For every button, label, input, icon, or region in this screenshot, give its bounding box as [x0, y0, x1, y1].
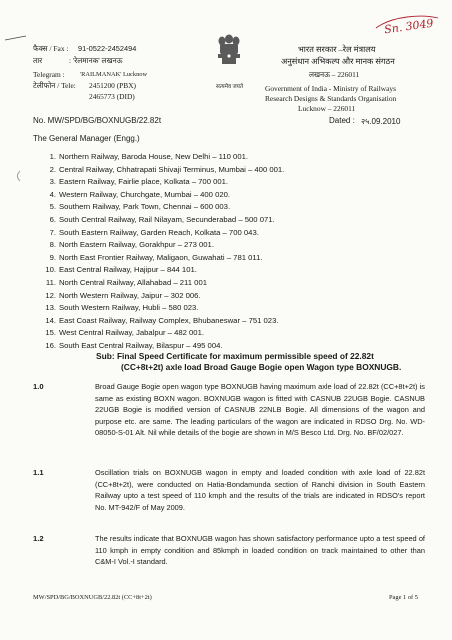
list-item-text: South Central Railway, Rail Nilayam, Secunderabad – 500 071. [59, 214, 275, 224]
list-item [44, 164, 284, 177]
list-item-number: 10. [45, 265, 56, 275]
fax-value: 91-0522-2452494 [78, 44, 137, 53]
dated-label: Dated : [329, 116, 355, 125]
list-item-number: 8. [49, 240, 56, 250]
tele-label: टेलीफोन / Tele: [33, 81, 76, 90]
list-item-number: 5. [49, 202, 56, 212]
tar-label: तार [33, 56, 43, 65]
list-item [44, 227, 284, 240]
header-hi-line3: लखनऊ – 226011 [309, 70, 360, 79]
list-item-number: 11. [45, 277, 56, 287]
list-item-text: Northern Railway, Baroda House, New Delhi – 110 001. [59, 152, 249, 161]
list-item-number: 2. [49, 164, 56, 174]
list-item-text: North Central Railway, Allahabad – 211 001 [59, 277, 208, 287]
subject-label: Sub: [96, 351, 115, 361]
section-text: Oscillation trials on BOXNUGB wagon in empty and loaded condition with axle load of 22.82t (CC+8t+2t), were conducted on Hatia-Bondamunda section of Ranchi division in South Eastern Railway upto a test speed of 110 kmph and the results of the trials are indicated in RDSO's report No. MT-942/F of May 2009. [95, 468, 425, 512]
header-hi-line2: अनुसंधान अभिकल्प और मानक संगठन [281, 57, 395, 66]
recipient-list [44, 151, 284, 353]
list-item [44, 327, 284, 340]
list-item [44, 189, 284, 202]
list-item [44, 264, 284, 277]
header-hi-line1: भारत सरकार –रेल मंत्रालय [298, 45, 376, 54]
list-item-text: West Central Railway, Jabalpur – 482 001. [59, 328, 204, 338]
handwritten-note: Sn. 3049 [383, 16, 435, 37]
list-item-text: East Central Railway, Hajipur – 844 101. [59, 265, 197, 275]
tele-value-2: 2465773 (DID) [89, 92, 135, 101]
list-item-text: Central Railway, Chhatrapati Shivaji Terminus, Mumbai – 400 001. [59, 164, 285, 174]
margin-mark [14, 170, 22, 182]
national-emblem-icon [212, 32, 246, 76]
header-en-line2: Research Designs & Standards Organisation [265, 94, 397, 103]
list-item [44, 315, 284, 328]
subject-line1: Final Speed Certificate for maximum permissible speed of 22.82t [116, 351, 374, 361]
list-item-text: South East Central Railway, Bilaspur – 495 004. [59, 340, 223, 350]
header-en-line1: Government of India - Ministry of Railways [265, 84, 396, 93]
list-item-text: Western Railway, Churchgate, Mumbai – 400 020. [59, 189, 231, 199]
list-item [44, 252, 284, 265]
list-item-number: 13. [45, 303, 56, 313]
list-item-text: South Western Railway, Hubli – 580 023. [59, 303, 199, 313]
tele-value-1: 2451200 (PBX) [89, 81, 137, 90]
footer-reference: MW/SPD/BG/BOXNUGB/22.82t (CC+8t+2t) [33, 594, 152, 601]
list-item-text: East Coast Railway, Railway Complex, Bhubaneswar – 751 023. [59, 315, 279, 325]
list-item-number: 12. [45, 290, 56, 300]
telegram-label: Telegram : [33, 70, 65, 79]
section-text: Broad Gauge Bogie open wagon type BOXNUGB having maximum axle load of 22.82t (CC+8t+2t) is same as existing BOXN wagon. BOXNUGB wagon is fitted with CASNUB 22UGB Bogie. CASNUB 22UGB Bogie is modified version of CASNUB 22NLB Bogie. All dimensions of the wagon and purpose etc. are same. The leading particulars of the wagon are indicated in RDSO Drg. No. WD-08050-S-01 Alt. Nil while details of the bogie are shown in M/S Besco Ltd. Drg. No. BF/02/027. [95, 382, 425, 438]
list-item-number: 4. [49, 189, 56, 199]
list-item-number: 15. [45, 328, 56, 338]
list-item-text: North Western Railway, Jaipur – 302 006. [59, 290, 201, 300]
list-item-number: 6. [49, 214, 56, 224]
list-item-number: 16. [45, 340, 56, 350]
section-number: 1.1 [33, 468, 44, 477]
list-item-text: North East Frontier Railway, Maligaon, Guwahati – 781 011. [59, 252, 263, 262]
list-item [44, 239, 284, 252]
tar-value: : 'रेलमानक' लखनऊ [69, 56, 123, 65]
pen-mark [4, 34, 28, 42]
addressee: The General Manager (Engg.) [33, 134, 140, 143]
list-item-number: 9. [49, 252, 56, 262]
list-item-number: 7. [49, 227, 56, 237]
list-item [44, 214, 284, 227]
list-item-number: 14. [45, 315, 56, 325]
footer-page-number: Page 1 of 5 [389, 594, 418, 601]
list-item [44, 176, 284, 189]
section-number: 1.2 [33, 534, 44, 543]
list-item-text: South Eastern Railway, Garden Reach, Kolkata – 700 043. [59, 227, 259, 237]
section-text: The results indicate that BOXNUGB wagon has shown satisfactory performance upto a test speed of 110 kmph in empty condition and 85kmph in loaded condition on track maintained to other than C&M-I Vol.-I standard. [95, 534, 425, 567]
list-item-text: Southern Railway, Park Town, Chennai – 600 003. [59, 202, 231, 212]
list-item-text: Eastern Railway, Fairlie place, Kolkata – 700 001. [59, 177, 229, 187]
handwritten-underline [372, 10, 442, 34]
list-item [44, 201, 284, 214]
list-item [44, 302, 284, 315]
list-item-number: 3. [49, 177, 56, 187]
list-item [44, 277, 284, 290]
reference-number: No. MW/SPD/BG/BOXNUGB/22.82t [33, 116, 162, 125]
list-item [44, 151, 284, 164]
section-number: 1.0 [33, 382, 44, 391]
fax-label: फैक्स / Fax : [33, 44, 69, 53]
header-en-line3: Lucknow – 226011 [298, 104, 356, 113]
dated-value: २५.09.2010 [361, 117, 401, 126]
subject-line2: (CC+8t+2t) axle load Broad Gauge Bogie open Wagon type BOXNUGB. [121, 362, 402, 372]
subject [96, 350, 431, 362]
telegram-value: 'RAILMANAK' Lucknow [80, 71, 148, 78]
list-item-text: North Eastern Railway, Gorakhpur – 273 001. [59, 240, 214, 250]
emblem-motto: सत्यमेव जयते [216, 84, 244, 90]
list-item-number: 1. [49, 152, 56, 161]
list-item [44, 290, 284, 303]
